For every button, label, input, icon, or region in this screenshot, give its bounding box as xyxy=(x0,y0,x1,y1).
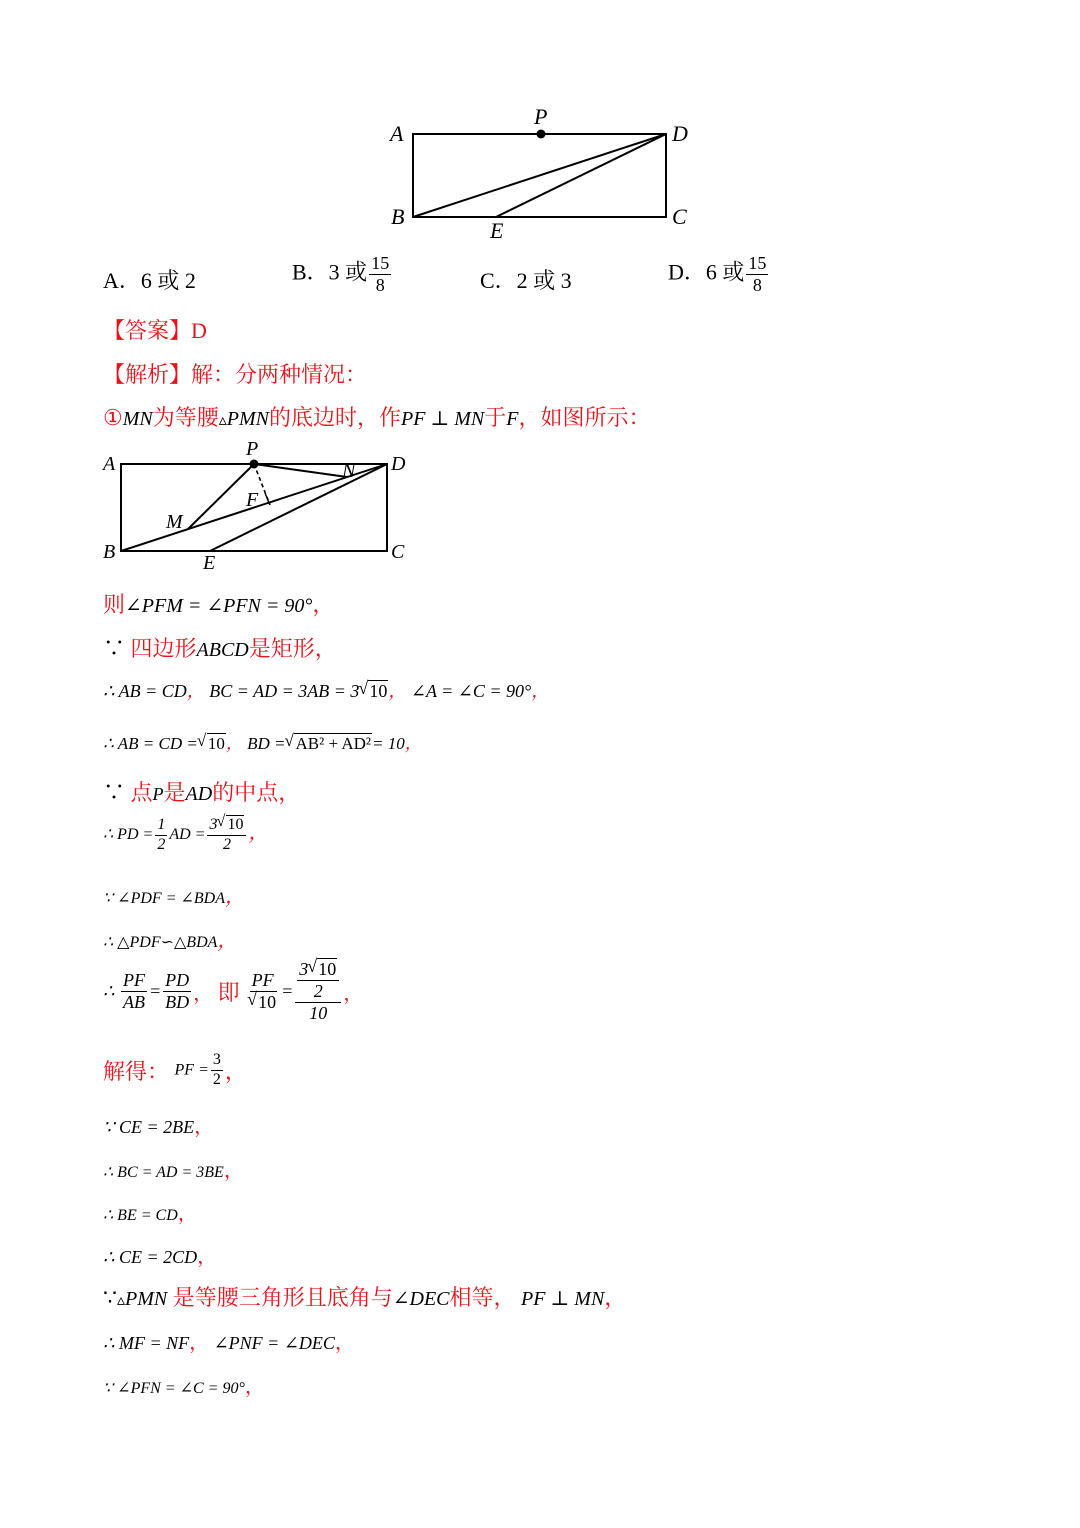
step4-a: ∴ AB = CD = xyxy=(103,734,198,753)
label2-f: F xyxy=(246,489,259,511)
step-15 xyxy=(103,1281,626,1312)
choice-c xyxy=(480,264,572,295)
step-1 xyxy=(103,588,334,619)
step4-c: = 10 xyxy=(372,734,405,753)
choice-a xyxy=(103,264,196,295)
step10-math: PF = xyxy=(174,1061,209,1079)
choice-d-den: 8 xyxy=(752,274,762,295)
step9-comma1: ， xyxy=(193,982,214,1005)
step-12 xyxy=(103,1154,244,1183)
step-16 xyxy=(103,1326,355,1355)
label-d: D xyxy=(672,121,688,146)
step4-sqrt: √ 10 xyxy=(196,731,225,753)
point-p xyxy=(537,130,546,139)
step7-math: ∵ ∠PDF = ∠BDA xyxy=(103,890,225,907)
step9-d3: 10 xyxy=(258,991,277,1012)
step-7 xyxy=(103,880,245,909)
step6-num1: 1 xyxy=(155,817,167,836)
step5-text1: 点 xyxy=(130,780,153,805)
choice-c-label: C．2 或 3 xyxy=(480,268,572,293)
label2-p: P xyxy=(246,438,259,460)
label-p: P xyxy=(534,104,548,129)
step9-n4a: 3 xyxy=(299,959,309,979)
step5-p: P xyxy=(152,784,164,804)
step4-sqrt2: √ AB² + AD² xyxy=(284,731,371,753)
step9-n1: PF xyxy=(122,969,145,990)
step2-abcd: ABCD xyxy=(196,639,249,661)
step6-num2: 3 xyxy=(209,816,218,834)
segment-bd xyxy=(413,134,666,217)
choice-a-label: A．6 或 2 xyxy=(103,268,196,293)
step8-math: ∴ △PDF∽△BDA xyxy=(103,934,218,951)
step4-radicand2: AB² + AD² xyxy=(295,734,371,753)
step2-text2: 是矩形， xyxy=(248,636,337,661)
step9-frac3: PF √ 10 xyxy=(247,969,277,1012)
step6-radicand: 10 xyxy=(227,816,244,834)
case1-perpendicular: PF ⊥ MN xyxy=(401,408,485,430)
label-b: B xyxy=(391,204,405,229)
step17-math: ∵ ∠PFN = ∠C = 90° xyxy=(103,1380,245,1397)
step-11 xyxy=(103,1110,214,1139)
step6-frac1 xyxy=(155,817,167,854)
choice-b-den: 8 xyxy=(375,274,385,295)
step-4 xyxy=(103,729,422,754)
step3-comma1: ， xyxy=(186,681,205,701)
step9-d2: BD xyxy=(165,991,190,1012)
step6-a: ∴ PD = xyxy=(103,826,154,843)
label2-e: E xyxy=(203,552,216,574)
step15-text2: 相等， xyxy=(449,1285,516,1310)
step11-math: ∵ CE = 2BE xyxy=(103,1117,195,1137)
case1-text1: 为等腰 xyxy=(152,405,219,430)
step-17 xyxy=(103,1370,265,1399)
segment-ed xyxy=(496,134,666,217)
step3-comma3: ， xyxy=(531,681,550,701)
step2-text1: 四边形 xyxy=(130,636,197,661)
step9-n2: PD xyxy=(165,969,190,990)
label2-m: M xyxy=(166,511,183,533)
analysis-line xyxy=(103,358,367,389)
step9-comma2: ， xyxy=(343,982,364,1005)
step16-comma2: ， xyxy=(334,1332,355,1354)
step14-math: ∴ CE = 2CD xyxy=(103,1247,198,1267)
step15-perpendicular: PF ⊥ MN xyxy=(521,1288,605,1310)
step6-b: AD = xyxy=(169,826,206,843)
choice-b-label: B．3 或 xyxy=(292,259,368,285)
step9-d4: 10 xyxy=(309,1002,328,1023)
step4-comma2: ， xyxy=(404,734,422,753)
step4-b: BD = xyxy=(247,734,286,753)
triangle-icon: ▵ xyxy=(218,412,227,429)
step3-c: ∠A = ∠C = 90° xyxy=(410,681,532,701)
step5-text2: 是 xyxy=(163,780,186,805)
case1-text4: ，如图所示： xyxy=(518,405,651,430)
step15-comma: ， xyxy=(604,1285,627,1310)
step5-text3: 的中点， xyxy=(212,780,301,805)
analysis-tag: 【解析】 xyxy=(103,362,192,387)
choice-b-num: 15 xyxy=(371,253,390,273)
step4-radicand: 10 xyxy=(207,734,225,753)
case1-number: ① xyxy=(103,405,123,430)
segment2-ed xyxy=(210,464,387,551)
label2-n: N xyxy=(342,460,356,482)
choice-d-label: D．6 或 xyxy=(668,259,745,285)
step9-n4rad: 10 xyxy=(318,959,337,979)
label2-c: C xyxy=(391,541,405,563)
choice-d xyxy=(668,254,770,295)
step9-frac1 xyxy=(121,971,147,1012)
step-13 xyxy=(103,1197,198,1226)
step9-ji: 即 xyxy=(217,979,240,1005)
step7-comma: ， xyxy=(225,886,245,908)
label-e: E xyxy=(490,218,504,243)
case1-triangle: PMN xyxy=(226,408,269,430)
analysis-intro: 解：分两种情况： xyxy=(191,362,368,387)
step17-comma: ， xyxy=(244,1376,265,1398)
step10-den: 2 xyxy=(212,1070,221,1088)
step-2 xyxy=(103,632,337,663)
step9-frac4: 3 √ 10 2 10 xyxy=(295,960,341,1023)
step3-radicand: 10 xyxy=(369,681,388,701)
step-5 xyxy=(103,776,300,807)
figure-rectangle-abcd xyxy=(380,100,710,250)
step-3 xyxy=(103,677,549,703)
step1-math: ∠PFM = ∠PFN = 90° xyxy=(125,595,313,617)
label2-d: D xyxy=(391,453,406,475)
step8-comma: ， xyxy=(217,930,238,952)
label-a: A xyxy=(390,121,404,146)
step-8 xyxy=(103,924,237,953)
because-symbol-2: ∵ xyxy=(103,780,126,805)
step1-prefix: 则 xyxy=(103,592,126,617)
step1-comma: ， xyxy=(312,592,335,617)
label-c: C xyxy=(672,204,687,229)
step10-comma: ， xyxy=(224,1058,247,1084)
step5-ad: AD xyxy=(185,783,213,805)
step6-comma: ， xyxy=(248,822,269,844)
step11-comma: ， xyxy=(194,1116,215,1138)
step15-text: 是等腰三角形且底角与 xyxy=(172,1285,393,1310)
point2-p xyxy=(250,460,259,469)
choice-d-num: 15 xyxy=(748,253,767,273)
choice-b-fraction xyxy=(369,254,391,295)
step3-a: ∴ AB = CD xyxy=(103,681,187,701)
case1-text2: 的底边时，作 xyxy=(269,405,402,430)
figure-case1 xyxy=(95,436,415,576)
because-symbol: ∵ xyxy=(103,636,126,661)
step15-triangle: PMN xyxy=(125,1288,168,1310)
step-9: ∴ $\frac{PF}{AB}$ = $\frac{PD}{BD}$ ， 即 PF √ 10 = 3 √ 10 2 10 ， xyxy=(103,956,364,1023)
label2-b: B xyxy=(103,541,116,563)
step10-num: 3 xyxy=(211,1052,223,1071)
step-14 xyxy=(103,1240,217,1269)
step3-comma2: ， xyxy=(388,681,407,701)
answer-value: D xyxy=(191,318,207,343)
answer-tag: 【答案】 xyxy=(103,318,192,343)
step3-sqrt: √ 10 xyxy=(358,678,388,701)
step16-a: ∴ MF = NF xyxy=(103,1333,190,1353)
case1-f: F xyxy=(506,408,519,430)
step6-frac2: 3 √ 10 2 xyxy=(207,817,246,854)
step13-comma: ， xyxy=(177,1203,198,1225)
step10-frac xyxy=(211,1052,223,1089)
step12-math: ∴ BC = AD = 3BE xyxy=(103,1164,224,1181)
segment2-pn xyxy=(254,464,347,477)
step9-therefore: ∴ xyxy=(103,980,115,1001)
step6-den1: 2 xyxy=(157,835,166,853)
answer-line xyxy=(103,314,207,345)
step-6 xyxy=(103,813,269,854)
step4-comma1: ， xyxy=(225,734,243,753)
case1-line xyxy=(103,401,651,432)
step9-n3: PF xyxy=(251,969,274,990)
choice-d-fraction xyxy=(746,254,768,295)
step9-frac2 xyxy=(163,971,191,1012)
step10-text: 解得： xyxy=(103,1058,170,1084)
choice-b xyxy=(292,254,393,295)
case1-text3: 于 xyxy=(484,405,507,430)
step6-den2: 2 xyxy=(222,835,231,853)
step12-comma: ， xyxy=(223,1160,244,1182)
step9-n4b: 2 xyxy=(313,980,323,1001)
step-10 xyxy=(103,1052,247,1089)
because-symbol-3: ∵ xyxy=(103,1285,117,1310)
case1-mn: MN xyxy=(122,408,153,430)
step13-math: ∴ BE = CD xyxy=(103,1207,178,1224)
step16-comma1: ， xyxy=(189,1332,210,1354)
label2-a: A xyxy=(103,453,116,475)
step9-d1: AB xyxy=(122,991,145,1012)
step14-comma: ， xyxy=(197,1246,218,1268)
step15-angle: ∠DEC xyxy=(392,1288,450,1310)
triangle-icon-2: ▵ xyxy=(117,1292,126,1309)
step3-b: BC = AD = 3AB = 3 xyxy=(209,681,360,701)
step16-b: ∠PNF = ∠DEC xyxy=(213,1333,335,1353)
